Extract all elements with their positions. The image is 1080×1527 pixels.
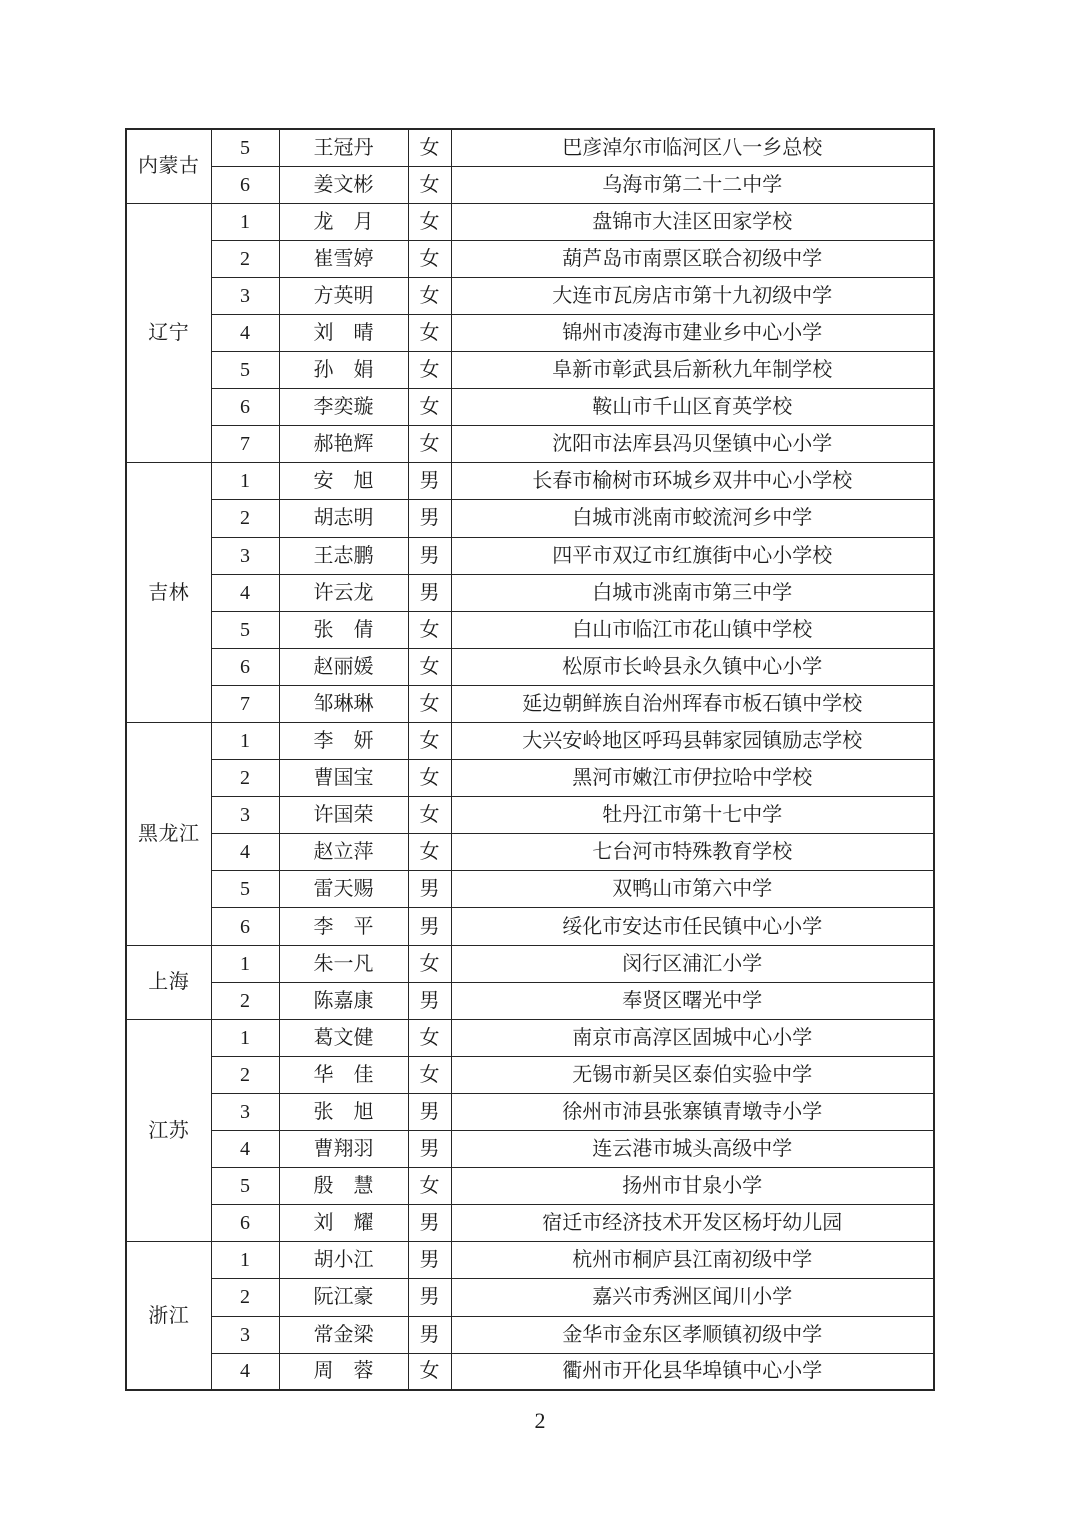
index-cell: 3 — [211, 277, 279, 314]
name-cell: 崔雪婷 — [279, 240, 408, 277]
name-cell: 胡小江 — [279, 1242, 408, 1279]
index-cell: 5 — [211, 611, 279, 648]
index-cell: 4 — [211, 1131, 279, 1168]
table-row — [126, 426, 934, 463]
name-cell: 周 蓉 — [279, 1353, 408, 1390]
gender-cell: 男 — [408, 537, 451, 574]
table-row — [126, 1131, 934, 1168]
gender-cell: 男 — [408, 500, 451, 537]
gender-cell: 男 — [408, 1093, 451, 1130]
school-cell: 松原市长岭县永久镇中心小学 — [451, 648, 934, 685]
name-cell: 李 平 — [279, 908, 408, 945]
school-cell: 鞍山市千山区育英学校 — [451, 389, 934, 426]
name-cell: 赵丽媛 — [279, 648, 408, 685]
name-cell: 葛文健 — [279, 1019, 408, 1056]
gender-cell: 男 — [408, 908, 451, 945]
school-cell: 白山市临江市花山镇中学校 — [451, 611, 934, 648]
gender-cell: 男 — [408, 1316, 451, 1353]
school-cell: 巴彦淖尔市临河区八一乡总校 — [451, 129, 934, 166]
index-cell: 2 — [211, 1056, 279, 1093]
index-cell: 2 — [211, 760, 279, 797]
index-cell: 1 — [211, 945, 279, 982]
school-cell: 闵行区浦汇小学 — [451, 945, 934, 982]
table-row — [126, 1019, 934, 1056]
gender-cell: 男 — [408, 1279, 451, 1316]
school-cell: 延边朝鲜族自治州珲春市板石镇中学校 — [451, 685, 934, 722]
name-cell: 龙 月 — [279, 203, 408, 240]
index-cell: 5 — [211, 871, 279, 908]
table-row — [126, 389, 934, 426]
name-cell: 陈嘉康 — [279, 982, 408, 1019]
school-cell: 奉贤区曙光中学 — [451, 982, 934, 1019]
gender-cell: 女 — [408, 760, 451, 797]
name-cell: 赵立萍 — [279, 834, 408, 871]
school-cell: 沈阳市法库县冯贝堡镇中心小学 — [451, 426, 934, 463]
table-row — [126, 240, 934, 277]
index-cell: 3 — [211, 1316, 279, 1353]
index-cell: 3 — [211, 797, 279, 834]
gender-cell: 男 — [408, 463, 451, 500]
table-row — [126, 1316, 934, 1353]
table-row — [126, 1093, 934, 1130]
gender-cell: 女 — [408, 389, 451, 426]
school-cell: 徐州市沛县张寨镇青墩寺小学 — [451, 1093, 934, 1130]
gender-cell: 女 — [408, 203, 451, 240]
gender-cell: 男 — [408, 1205, 451, 1242]
school-cell: 南京市高淳区固城中心小学 — [451, 1019, 934, 1056]
school-cell: 衢州市开化县华埠镇中心小学 — [451, 1353, 934, 1390]
gender-cell: 男 — [408, 1131, 451, 1168]
gender-cell: 男 — [408, 574, 451, 611]
table-row — [126, 277, 934, 314]
name-cell: 许云龙 — [279, 574, 408, 611]
name-cell: 刘 耀 — [279, 1205, 408, 1242]
index-cell: 4 — [211, 574, 279, 611]
name-cell: 许国荣 — [279, 797, 408, 834]
school-cell: 葫芦岛市南票区联合初级中学 — [451, 240, 934, 277]
table-row — [126, 1353, 934, 1390]
province-cell: 吉林 — [126, 463, 211, 723]
table-row — [126, 1056, 934, 1093]
school-cell: 杭州市桐庐县江南初级中学 — [451, 1242, 934, 1279]
table-row — [126, 166, 934, 203]
table-row — [126, 537, 934, 574]
table-row — [126, 314, 934, 351]
index-cell: 1 — [211, 463, 279, 500]
table-row — [126, 945, 934, 982]
name-cell: 方英明 — [279, 277, 408, 314]
name-cell: 张 倩 — [279, 611, 408, 648]
province-cell: 内蒙古 — [126, 129, 211, 203]
name-cell: 姜文彬 — [279, 166, 408, 203]
index-cell: 1 — [211, 1242, 279, 1279]
gender-cell: 女 — [408, 1353, 451, 1390]
gender-cell: 女 — [408, 166, 451, 203]
school-cell: 长春市榆树市环城乡双井中心小学校 — [451, 463, 934, 500]
name-cell: 王志鹏 — [279, 537, 408, 574]
name-cell: 曹国宝 — [279, 760, 408, 797]
gender-cell: 男 — [408, 871, 451, 908]
table-row — [126, 1279, 934, 1316]
gender-cell: 男 — [408, 1242, 451, 1279]
school-cell: 嘉兴市秀洲区闻川小学 — [451, 1279, 934, 1316]
school-cell: 连云港市城头高级中学 — [451, 1131, 934, 1168]
index-cell: 6 — [211, 389, 279, 426]
name-cell: 孙 娟 — [279, 352, 408, 389]
page-number: 2 — [534, 1408, 546, 1433]
index-cell: 2 — [211, 1279, 279, 1316]
gender-cell: 女 — [408, 723, 451, 760]
index-cell: 5 — [211, 1168, 279, 1205]
index-cell: 5 — [211, 352, 279, 389]
table-row — [126, 685, 934, 722]
name-cell: 雷天赐 — [279, 871, 408, 908]
name-cell: 李奕璇 — [279, 389, 408, 426]
table-row — [126, 129, 934, 166]
gender-cell: 女 — [408, 648, 451, 685]
index-cell: 4 — [211, 834, 279, 871]
school-cell: 白城市洮南市第三中学 — [451, 574, 934, 611]
gender-cell: 女 — [408, 685, 451, 722]
name-cell: 殷 慧 — [279, 1168, 408, 1205]
index-cell: 2 — [211, 500, 279, 537]
school-cell: 双鸭山市第六中学 — [451, 871, 934, 908]
school-cell: 阜新市彰武县后新秋九年制学校 — [451, 352, 934, 389]
name-cell: 华 佳 — [279, 1056, 408, 1093]
school-cell: 七台河市特殊教育学校 — [451, 834, 934, 871]
name-cell: 刘 晴 — [279, 314, 408, 351]
name-cell: 王冠丹 — [279, 129, 408, 166]
gender-cell: 女 — [408, 1056, 451, 1093]
index-cell: 4 — [211, 1353, 279, 1390]
gender-cell: 女 — [408, 352, 451, 389]
table-row — [126, 871, 934, 908]
school-cell: 黑河市嫩江市伊拉哈中学校 — [451, 760, 934, 797]
table-row — [126, 463, 934, 500]
school-cell: 大兴安岭地区呼玛县韩家园镇励志学校 — [451, 723, 934, 760]
name-cell: 朱一凡 — [279, 945, 408, 982]
table-row — [126, 500, 934, 537]
gender-cell: 女 — [408, 1168, 451, 1205]
name-cell: 曹翔羽 — [279, 1131, 408, 1168]
table-row — [126, 908, 934, 945]
school-cell: 盘锦市大洼区田家学校 — [451, 203, 934, 240]
index-cell: 2 — [211, 240, 279, 277]
table-row — [126, 574, 934, 611]
gender-cell: 女 — [408, 945, 451, 982]
table-row — [126, 1205, 934, 1242]
name-cell: 邹琳琳 — [279, 685, 408, 722]
school-cell: 金华市金东区孝顺镇初级中学 — [451, 1316, 934, 1353]
roster-table-body — [126, 129, 934, 1390]
gender-cell: 女 — [408, 314, 451, 351]
index-cell: 4 — [211, 314, 279, 351]
school-cell: 锦州市凌海市建业乡中心小学 — [451, 314, 934, 351]
table-row — [126, 982, 934, 1019]
gender-cell: 女 — [408, 1019, 451, 1056]
index-cell: 7 — [211, 685, 279, 722]
table-row — [126, 834, 934, 871]
name-cell: 张 旭 — [279, 1093, 408, 1130]
index-cell: 6 — [211, 1205, 279, 1242]
name-cell: 安 旭 — [279, 463, 408, 500]
table-row — [126, 797, 934, 834]
table-row — [126, 352, 934, 389]
gender-cell: 女 — [408, 834, 451, 871]
name-cell: 常金梁 — [279, 1316, 408, 1353]
index-cell: 1 — [211, 203, 279, 240]
index-cell: 1 — [211, 1019, 279, 1056]
gender-cell: 男 — [408, 982, 451, 1019]
gender-cell: 女 — [408, 129, 451, 166]
index-cell: 7 — [211, 426, 279, 463]
table-row — [126, 1168, 934, 1205]
name-cell: 胡志明 — [279, 500, 408, 537]
gender-cell: 女 — [408, 277, 451, 314]
school-cell: 白城市洮南市蛟流河乡中学 — [451, 500, 934, 537]
gender-cell: 女 — [408, 797, 451, 834]
table-row — [126, 1242, 934, 1279]
province-cell: 江苏 — [126, 1019, 211, 1242]
table-row — [126, 760, 934, 797]
name-cell: 阮江豪 — [279, 1279, 408, 1316]
province-cell: 上海 — [126, 945, 211, 1019]
province-cell: 黑龙江 — [126, 723, 211, 946]
index-cell: 1 — [211, 723, 279, 760]
school-cell: 绥化市安达市任民镇中心小学 — [451, 908, 934, 945]
index-cell: 2 — [211, 982, 279, 1019]
province-cell: 辽宁 — [126, 203, 211, 463]
gender-cell: 女 — [408, 426, 451, 463]
name-cell: 李 妍 — [279, 723, 408, 760]
school-cell: 牡丹江市第十七中学 — [451, 797, 934, 834]
name-cell: 郝艳辉 — [279, 426, 408, 463]
index-cell: 5 — [211, 129, 279, 166]
table-row — [126, 611, 934, 648]
school-cell: 大连市瓦房店市第十九初级中学 — [451, 277, 934, 314]
school-cell: 乌海市第二十二中学 — [451, 166, 934, 203]
school-cell: 扬州市甘泉小学 — [451, 1168, 934, 1205]
school-cell: 无锡市新吴区泰伯实验中学 — [451, 1056, 934, 1093]
roster-table — [125, 128, 935, 1391]
index-cell: 3 — [211, 1093, 279, 1130]
table-row — [126, 203, 934, 240]
index-cell: 6 — [211, 908, 279, 945]
province-cell: 浙江 — [126, 1242, 211, 1390]
table-row — [126, 648, 934, 685]
index-cell: 6 — [211, 648, 279, 685]
school-cell: 宿迁市经济技术开发区杨圩幼儿园 — [451, 1205, 934, 1242]
school-cell: 四平市双辽市红旗街中心小学校 — [451, 537, 934, 574]
gender-cell: 女 — [408, 240, 451, 277]
index-cell: 6 — [211, 166, 279, 203]
gender-cell: 女 — [408, 611, 451, 648]
index-cell: 3 — [211, 537, 279, 574]
table-row — [126, 723, 934, 760]
